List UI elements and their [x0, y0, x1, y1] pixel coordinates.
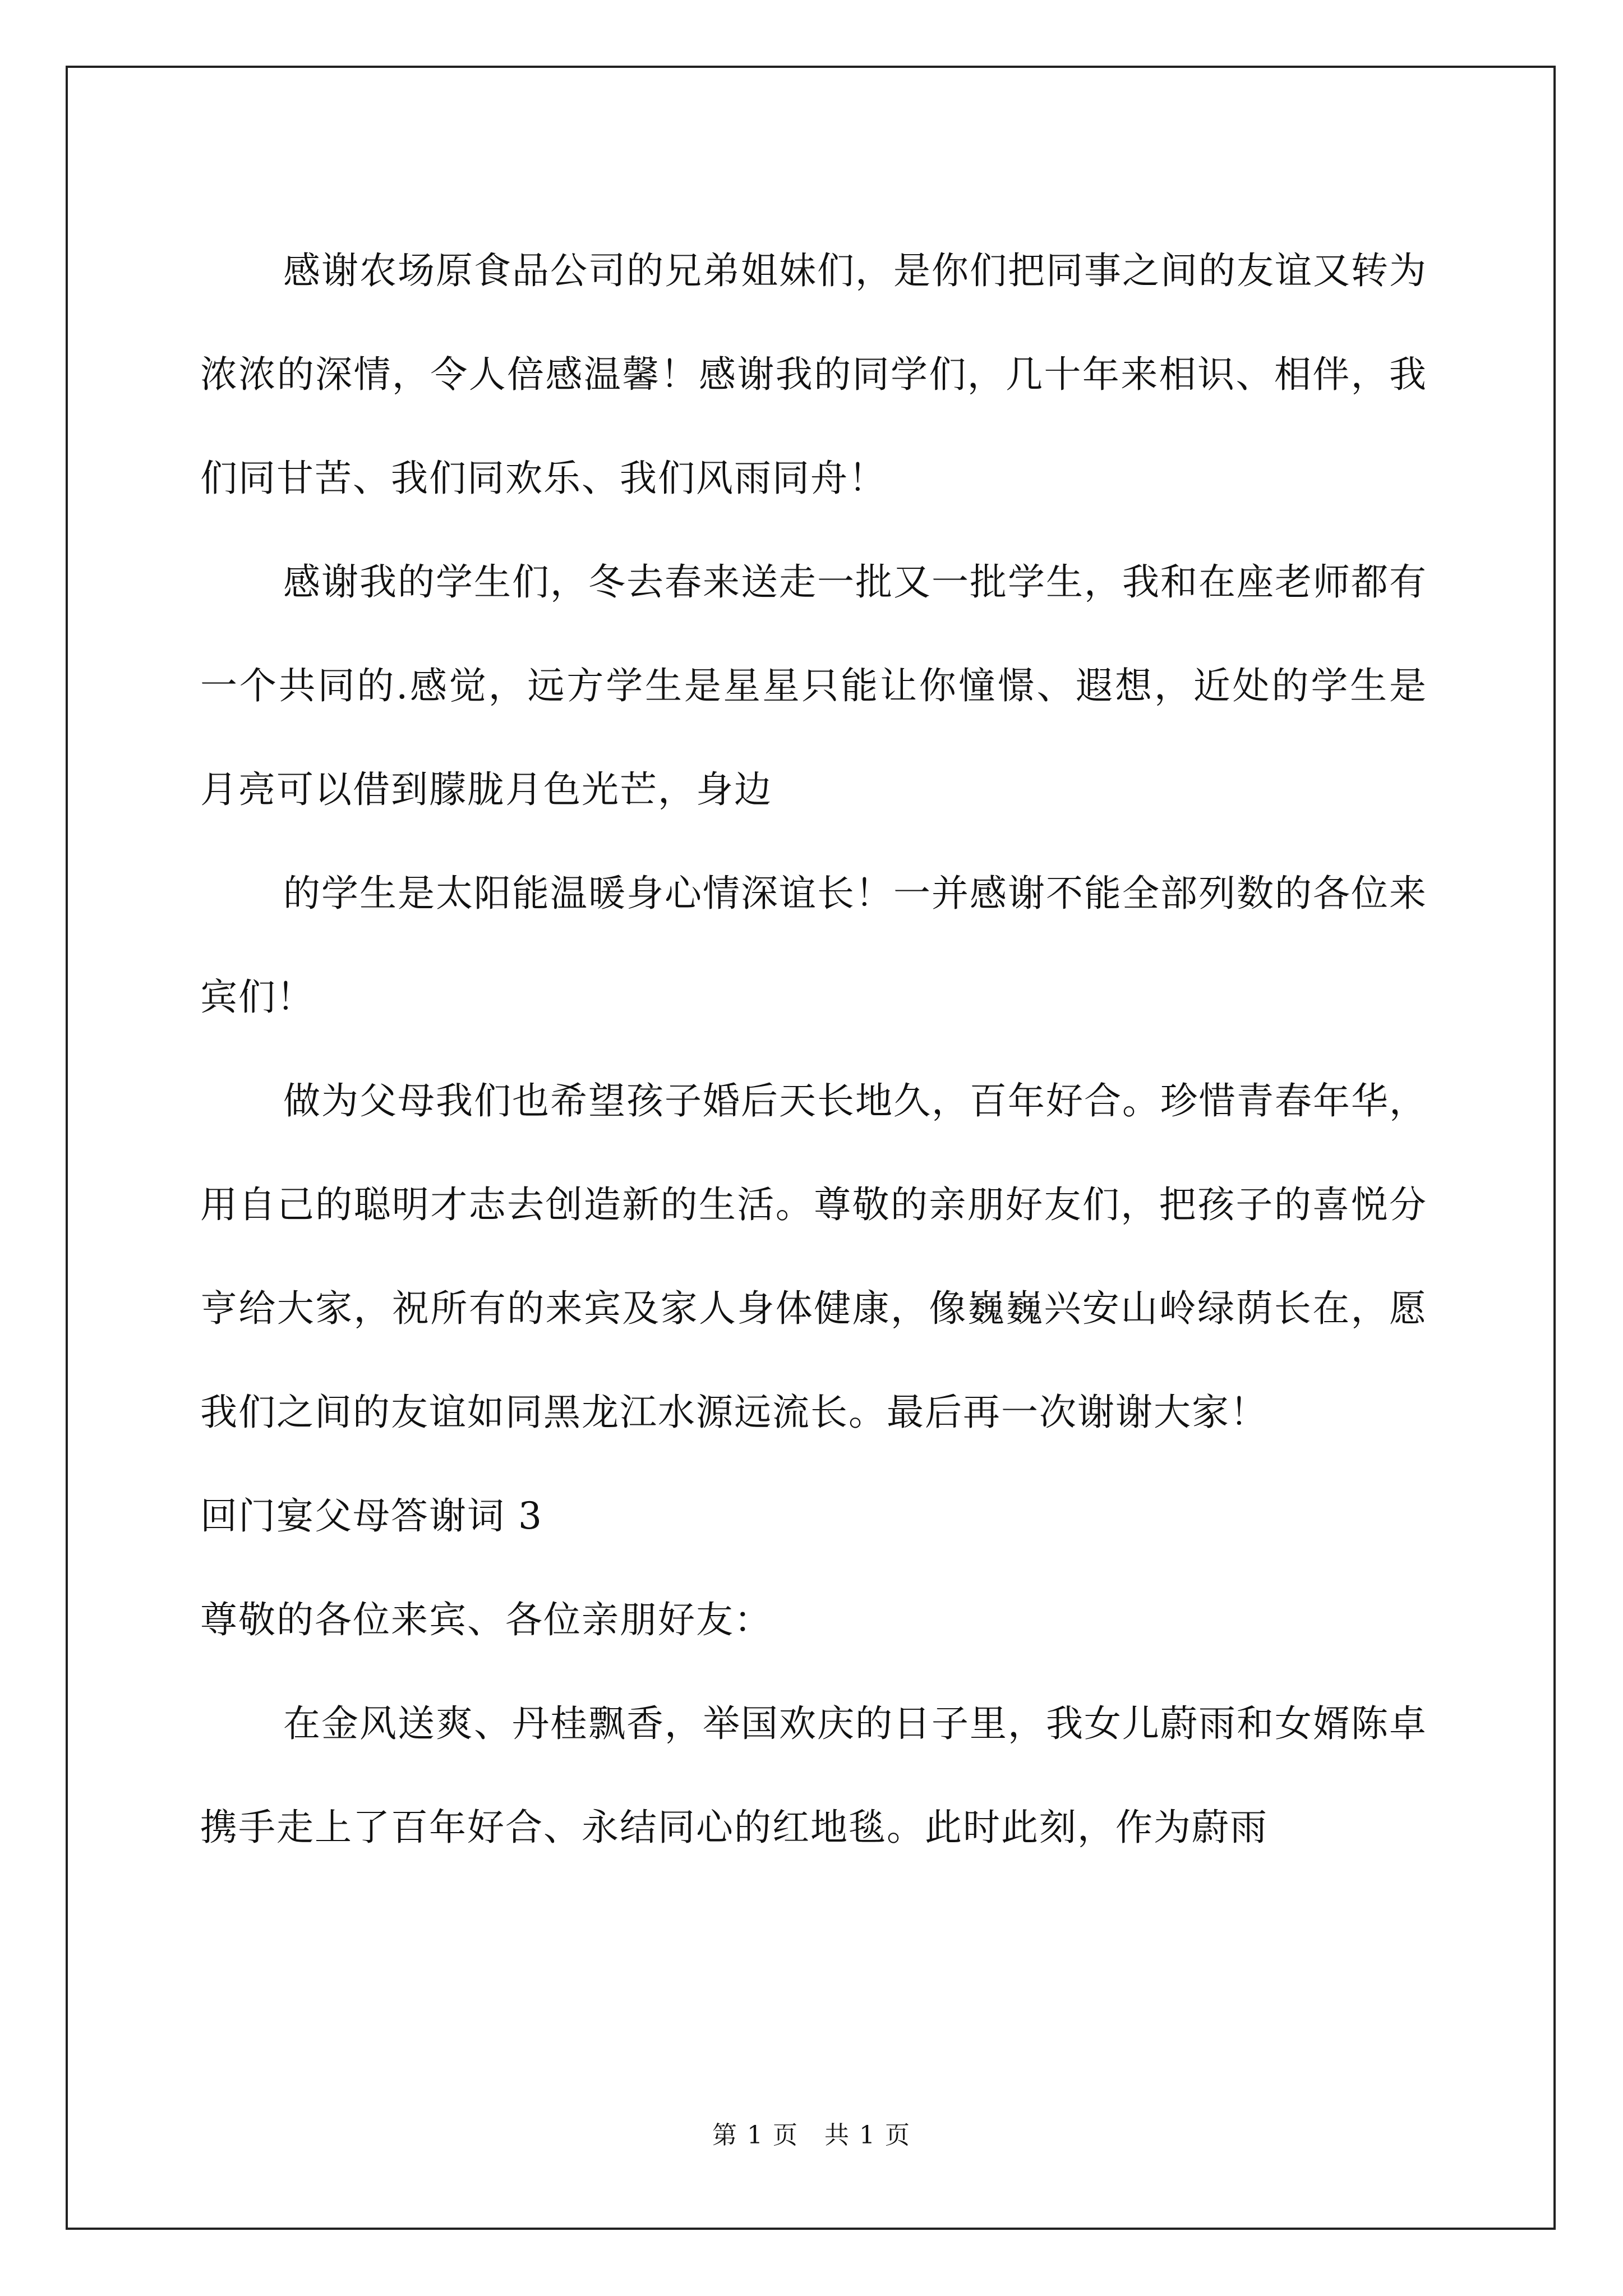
- document-body: [200, 219, 1427, 1879]
- page-number-footer: 第 1 页 共 1 页: [712, 2121, 911, 2150]
- paragraph-thanks-colleagues: 感谢农场原食品公司的兄弟姐妹们，是你们把同事之间的友谊又转为浓浓的深情，令人倍感温馨！感谢我的同学们，几十年来相识、相伴，我们同甘苦、我们同欢乐、我们风雨同舟！: [200, 249, 1427, 500]
- salutation: 尊敬的各位来宾、各位亲朋好友：: [200, 1598, 772, 1641]
- paragraph-opening-speech: 在金风送爽、丹桂飘香，举国欢庆的日子里，我女儿蔚雨和女婿陈卓携手走上了百年好合、永结同心的红地毯。此时此刻，作为蔚雨: [200, 1702, 1427, 1849]
- paragraph-parents-wishes: 做为父母我们也希望孩子婚后天长地久，百年好合。珍惜青春年华，用自己的聪明才志去创造新的生活。尊敬的亲朋好友们，把孩子的喜悦分亨给大家，祝所有的来宾及家人身体健康，像巍巍兴安山岭绿荫长在，愿我们之间的友谊如同黑龙江水源远流长。最后再一次谢谢大家！: [200, 1079, 1427, 1434]
- section-title: 回门宴父母答谢词 3: [200, 1494, 543, 1538]
- paragraph-thanks-students: 感谢我的学生们，冬去春来送走一批又一批学生，我和在座老师都有一个共同的.感觉，远方学生是星星只能让你憧憬、遐想，近处的学生是月亮可以借到朦胧月色光芒，身边: [200, 560, 1427, 811]
- paragraph-thanks-guests: 的学生是太阳能温暖身心情深谊长！一并感谢不能全部列数的各位来宾们！: [200, 872, 1427, 1019]
